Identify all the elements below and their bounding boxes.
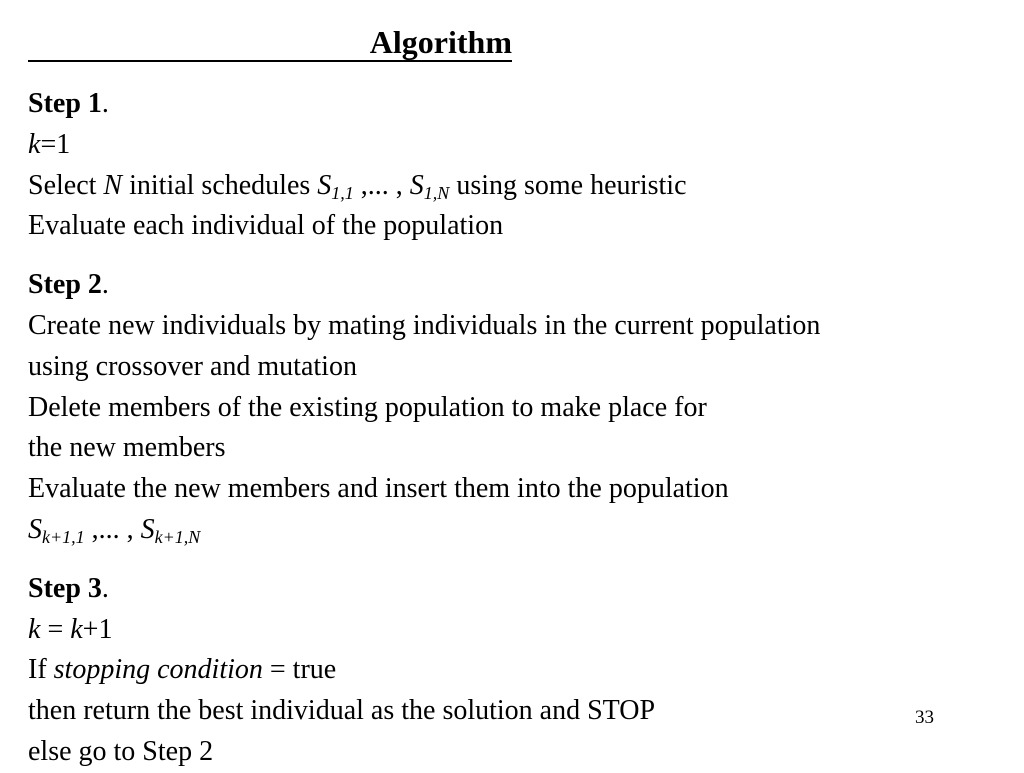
step3-heading bbox=[28, 569, 1008, 610]
step3-dot: . bbox=[101, 572, 109, 604]
step3-else: else go to Step 2 bbox=[28, 735, 214, 767]
title-underline bbox=[28, 22, 512, 62]
select-text: Select bbox=[28, 169, 104, 201]
s-variable: S bbox=[28, 513, 42, 545]
equals-true: = true bbox=[262, 654, 337, 686]
n-variable: N bbox=[103, 169, 123, 201]
step1-heading bbox=[28, 84, 1008, 125]
step1-evaluate: Evaluate each individual of the population bbox=[28, 210, 504, 242]
step2-dot: . bbox=[101, 269, 109, 301]
step2-line: Evaluate the new members and insert them into the population bbox=[28, 473, 729, 505]
select-mid-text: initial schedules bbox=[122, 169, 318, 201]
s-subscript: k+1,N bbox=[154, 526, 201, 547]
s-variable: S bbox=[140, 513, 155, 545]
step2-population-set bbox=[28, 510, 1008, 551]
k-variable: k bbox=[70, 613, 83, 645]
step2-line: using crossover and mutation bbox=[28, 350, 357, 382]
equals-sign: = bbox=[40, 613, 71, 645]
spacer bbox=[28, 551, 1008, 569]
step1-dot: . bbox=[101, 88, 109, 119]
k-assign: =1 bbox=[40, 128, 71, 160]
k-variable: k bbox=[28, 128, 41, 160]
spacer bbox=[28, 247, 1008, 265]
ellipsis-separator: ,... , bbox=[353, 169, 410, 201]
step2-heading bbox=[28, 265, 1008, 306]
step3-then: then return the best individual as the solution and STOP bbox=[28, 695, 656, 727]
s-variable: S bbox=[409, 169, 424, 201]
stopping-condition: stopping condition bbox=[53, 654, 263, 686]
s-variable: S bbox=[317, 169, 332, 201]
step2-label: Step 2 bbox=[28, 269, 102, 301]
step1-select bbox=[28, 166, 1008, 207]
select-post-text: using some heuristic bbox=[449, 169, 687, 201]
page-number: 33 bbox=[915, 707, 934, 728]
step2-line: the new members bbox=[28, 432, 226, 464]
slide-content bbox=[28, 84, 1008, 773]
step2-line: Create new individuals by mating individuals in the current population bbox=[28, 309, 821, 341]
step2-line: Delete members of the existing population to make place for bbox=[28, 391, 707, 423]
step1-label: Step 1 bbox=[28, 88, 102, 119]
slide-title: Algorithm bbox=[369, 24, 512, 60]
step3-k-increment bbox=[28, 610, 1008, 651]
step1-k-init bbox=[28, 125, 1008, 166]
s-subscript: k+1,1 bbox=[42, 526, 85, 547]
if-text: If bbox=[28, 654, 54, 686]
plus-one: +1 bbox=[82, 613, 113, 645]
ellipsis-separator: ,... , bbox=[84, 513, 141, 545]
s-subscript: 1,1 bbox=[331, 182, 354, 203]
s-subscript: 1,N bbox=[423, 182, 450, 203]
step3-if bbox=[28, 650, 1008, 691]
k-variable: k bbox=[28, 613, 41, 645]
step3-label: Step 3 bbox=[28, 572, 102, 604]
